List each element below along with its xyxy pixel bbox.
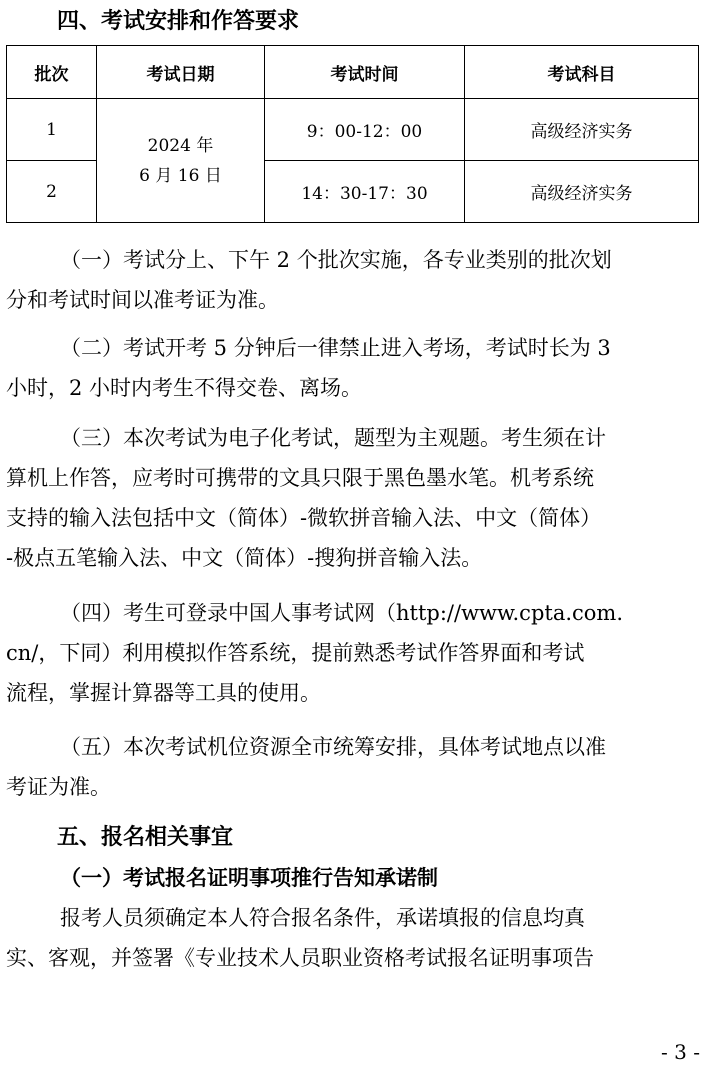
exam-date-cell: [97, 99, 265, 223]
header-subject: 考试科目: [465, 46, 699, 99]
subheading-notification-commitment: （一）考试报名证明事项推行告知承诺制: [60, 865, 438, 890]
text-line: 报考人员须确定本人符合报名条件，承诺填报的信息均真: [60, 906, 585, 930]
exam-schedule-table: [6, 45, 699, 223]
section-heading-5: 五、报名相关事宜: [57, 825, 234, 850]
text-line: （五）本次考试机位资源全市统筹安排，具体考试地点以准: [60, 735, 606, 759]
subject-cell: 高级经济实务: [465, 161, 699, 223]
text-line: 实、客观，并签署《专业技术人员职业资格考试报名证明事项告: [6, 946, 594, 970]
text-line: 支持的输入法包括中文（简体）-微软拼音输入法、中文（简体）: [6, 506, 602, 530]
text-line: （四）考生可登录中国人事考试网（http://www.cpta.com.: [60, 601, 624, 625]
text-line: 流程，掌握计算器等工具的使用。: [6, 681, 321, 705]
paragraph-seats: [6, 727, 698, 807]
text-line: （二）考试开考 5 分钟后一律禁止进入考场，考试时长为 3: [60, 336, 611, 360]
section-heading-4: 四、考试安排和作答要求: [57, 9, 300, 34]
paragraph-batches: [6, 240, 698, 320]
text-line: 分和考试时间以准考证为准。: [6, 288, 279, 312]
subject-cell: 高级经济实务: [465, 99, 699, 161]
exam-date-year: 2024 年: [147, 135, 214, 156]
text-line: （一）考试分上、下午 2 个批次实施，各专业类别的批次划: [60, 248, 612, 272]
text-line: -极点五笔输入法、中文（简体）-搜狗拼音输入法。: [6, 546, 483, 570]
exam-date-day: 6 月 16 日: [139, 165, 222, 186]
time-cell: 9：00-12：00: [265, 99, 465, 161]
table-row: [7, 99, 699, 161]
batch-cell: 2: [7, 161, 97, 223]
page-number: - 3 -: [661, 1040, 700, 1064]
header-time: 考试时间: [265, 46, 465, 99]
text-line: 算机上作答，应考时可携带的文具只限于黑色墨水笔。机考系统: [6, 466, 594, 490]
header-date: 考试日期: [97, 46, 265, 99]
header-batch: 批次: [7, 46, 97, 99]
paragraph-commitment: [6, 898, 698, 978]
text-line: 考证为准。: [6, 775, 111, 799]
text-line: 小时，2 小时内考生不得交卷、离场。: [6, 376, 363, 400]
batch-cell: 1: [7, 99, 97, 161]
text-line: （三）本次考试为电子化考试，题型为主观题。考生须在计: [60, 426, 606, 450]
table-header-row: [7, 46, 699, 99]
text-line: cn/，下同）利用模拟作答系统，提前熟悉考试作答界面和考试: [6, 641, 585, 665]
paragraph-computer-exam: [6, 418, 698, 578]
paragraph-duration: [6, 328, 698, 408]
time-cell: 14：30-17：30: [265, 161, 465, 223]
paragraph-simulation: [6, 593, 698, 713]
